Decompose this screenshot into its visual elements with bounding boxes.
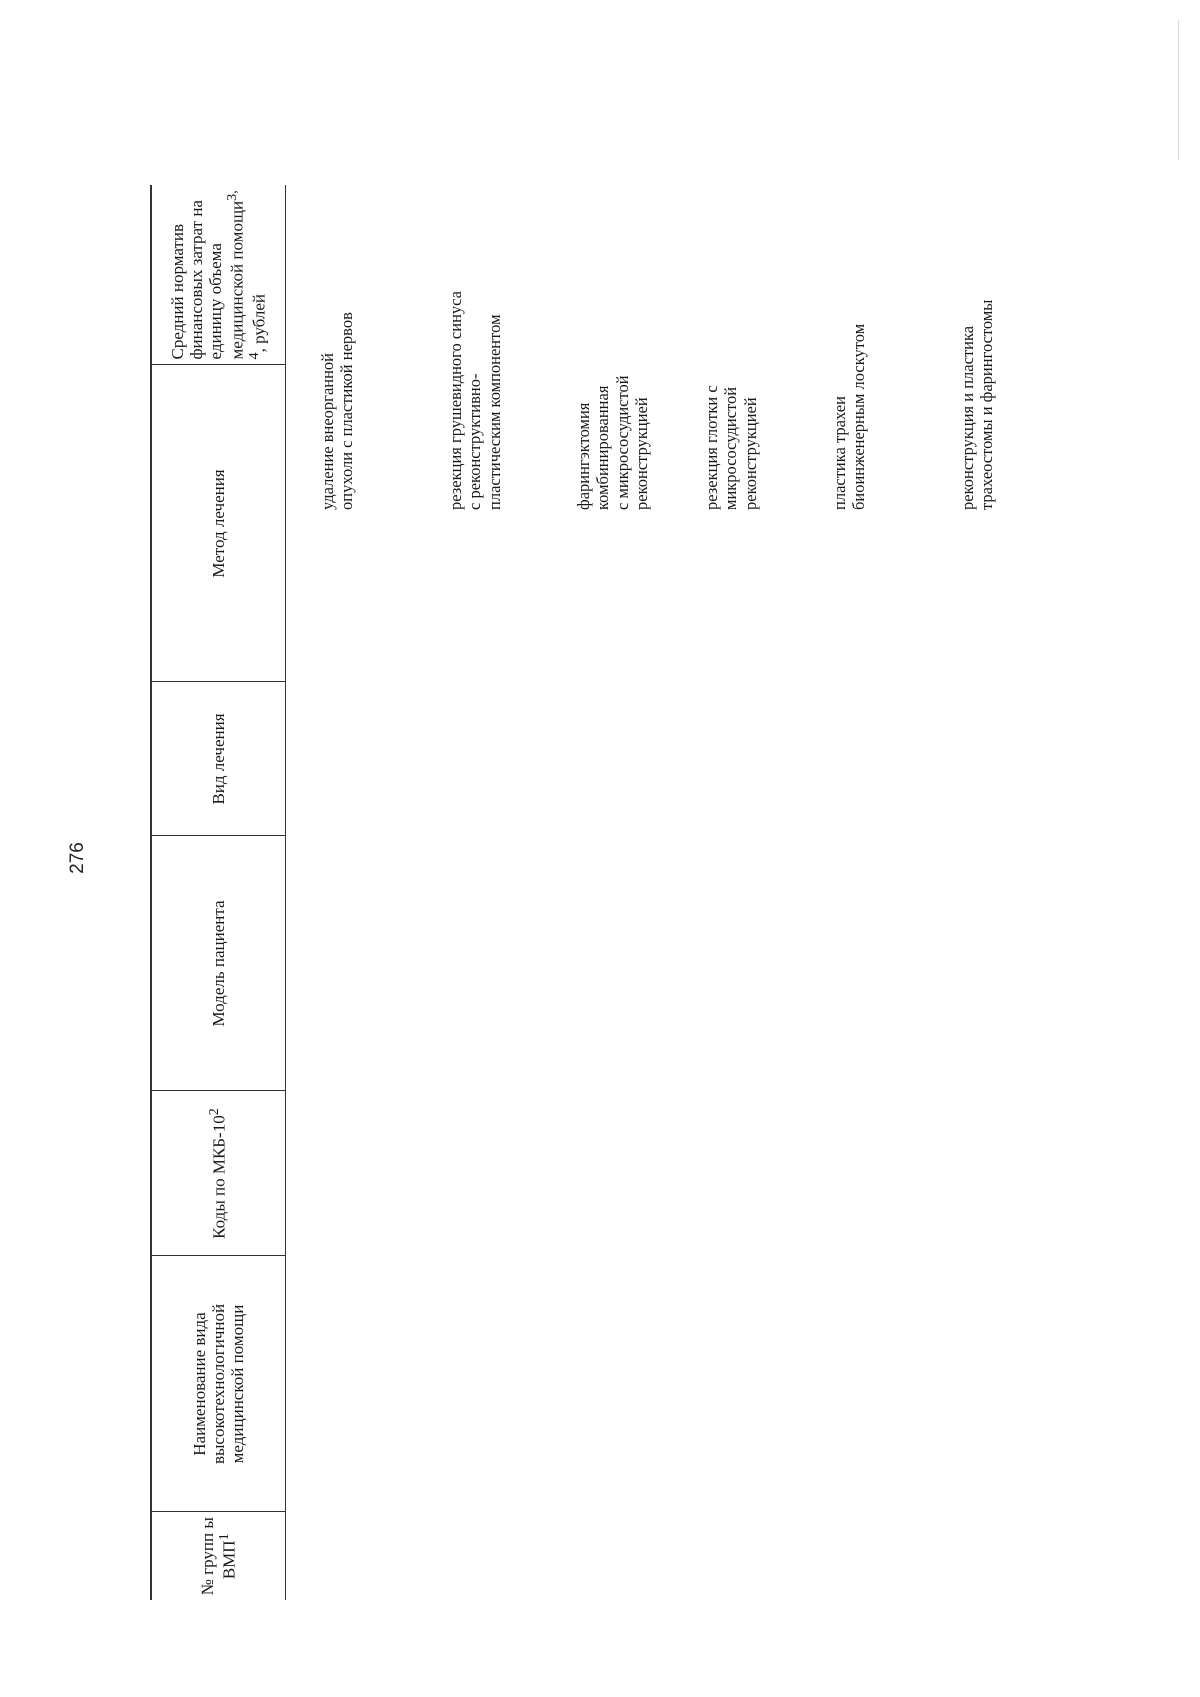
method-text: реконструкция и пластика трахеостомы и фарингостомы bbox=[958, 299, 997, 510]
header-group-number-footnote: 1 bbox=[215, 1533, 232, 1541]
treatment-method-list bbox=[318, 90, 1086, 510]
method-text: пластика трахеи биоинженерным лоскутом bbox=[830, 323, 869, 510]
list-item bbox=[702, 90, 830, 510]
header-icd-codes-text: Коды по МКБ-10 bbox=[210, 1115, 230, 1239]
header-patient-model: Модель пациента bbox=[151, 836, 285, 1091]
header-cost-unit: , рублей bbox=[249, 294, 269, 353]
header-group-number bbox=[151, 1512, 285, 1600]
header-cost-text: Средний норматив финансовых затрат на единицу объема медицинской помощи bbox=[168, 200, 247, 360]
scan-edge-line bbox=[1178, 20, 1179, 160]
header-group-number-text: № групп ы ВМП bbox=[197, 1517, 239, 1596]
rotated-table-page bbox=[150, 100, 1150, 1600]
method-text: удаление внеорганной опухоли с пластикой нервов bbox=[318, 312, 357, 510]
header-treatment-method: Метод лечения bbox=[151, 365, 285, 682]
list-item bbox=[446, 90, 574, 510]
header-row bbox=[151, 185, 285, 1600]
header-treatment-type: Вид лечения bbox=[151, 682, 285, 836]
list-item bbox=[958, 90, 1086, 510]
header-care-type-name: Наименование вида высокотехнологичной медицинской помощи bbox=[151, 1256, 285, 1512]
method-text: фарингэктомия комбинированная с микрососудистой реконструкцией bbox=[574, 375, 652, 510]
method-text: резекция грушевидного синуса с реконструктивно- пластическим компонентом bbox=[446, 291, 504, 510]
header-icd-codes bbox=[151, 1091, 285, 1256]
procedures-table-header bbox=[150, 185, 286, 1600]
list-item bbox=[830, 90, 958, 510]
header-cost-standard bbox=[151, 185, 285, 365]
method-text: резекция глотки с микрососудистой реконструкцией bbox=[702, 385, 760, 510]
list-item bbox=[574, 90, 702, 510]
header-cost-footnote: 3, 4 bbox=[224, 190, 262, 360]
header-icd-codes-footnote: 2 bbox=[206, 1108, 223, 1116]
page-number: 276 bbox=[67, 842, 88, 874]
list-item bbox=[318, 90, 446, 510]
